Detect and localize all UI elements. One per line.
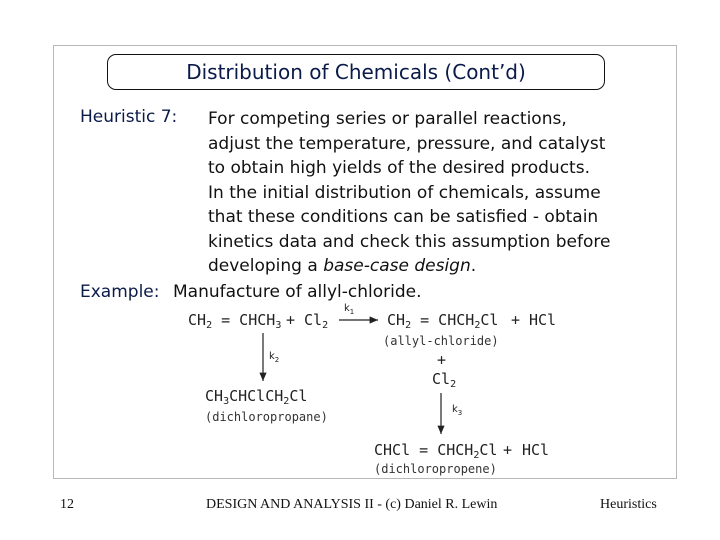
reactant-propylene: $CH_2$ = $CHCH_3$ <box>188 311 282 331</box>
example-text: Manufacture of allyl-chloride. <box>173 282 422 302</box>
heuristic-line-last: developing a base-case design. <box>208 256 477 276</box>
footer-topic: Heuristics <box>600 497 657 512</box>
heuristic-line: to obtain high yields of the desired products. <box>208 158 590 178</box>
footer-course: DESIGN AND ANALYSIS II - (c) Daniel R. Lewin <box>206 497 498 512</box>
heuristic-label: Heuristic 7: <box>80 107 178 127</box>
product-hcl-2: HCl <box>522 441 550 459</box>
plus-sign: + <box>503 441 513 459</box>
reactant-chlorine: $Cl_2$ <box>304 311 329 331</box>
heuristic-line: kinetics data and check this assumption before <box>208 231 611 252</box>
product-hcl: HCl <box>529 311 557 329</box>
allyl-chloride-label: (allyl-chloride) <box>383 334 499 348</box>
product-dichloropropane: $CH_3CHClCH_2Cl$ <box>205 387 308 407</box>
example-label: Example: <box>80 282 160 302</box>
product-dichloropropene: CHCl = $CHCH_2Cl$ <box>374 441 498 461</box>
heuristic-line: that these conditions can be satisfied - obtain <box>208 207 599 227</box>
dichloropropene-label: (dichloropropene) <box>374 462 497 476</box>
plus-sign: + <box>286 311 296 329</box>
rate-constant-k3: $k_3$ <box>452 404 463 417</box>
plus-sign: + <box>511 311 521 329</box>
heuristic-line: In the initial distribution of chemicals, assume <box>208 182 601 203</box>
product-allyl-chloride: $CH_2$ = $CHCH_2Cl$ <box>387 311 499 331</box>
reactant-chlorine-2: $Cl_2$ <box>432 370 457 390</box>
page-number: 12 <box>60 497 74 512</box>
slide-title: Distribution of Chemicals (Cont’d) <box>107 54 605 90</box>
heuristic-line: adjust the temperature, pressure, and catalyst <box>208 133 606 154</box>
plus-sign: + <box>437 351 447 369</box>
heuristic-line: For competing series or parallel reactions, <box>208 109 567 129</box>
rate-constant-k1: $k_1$ <box>344 303 355 316</box>
base-case-emphasis: base-case design <box>323 256 471 276</box>
dichloropropane-label: (dichloropropane) <box>205 410 328 424</box>
rate-constant-k2: $k_2$ <box>269 351 280 364</box>
